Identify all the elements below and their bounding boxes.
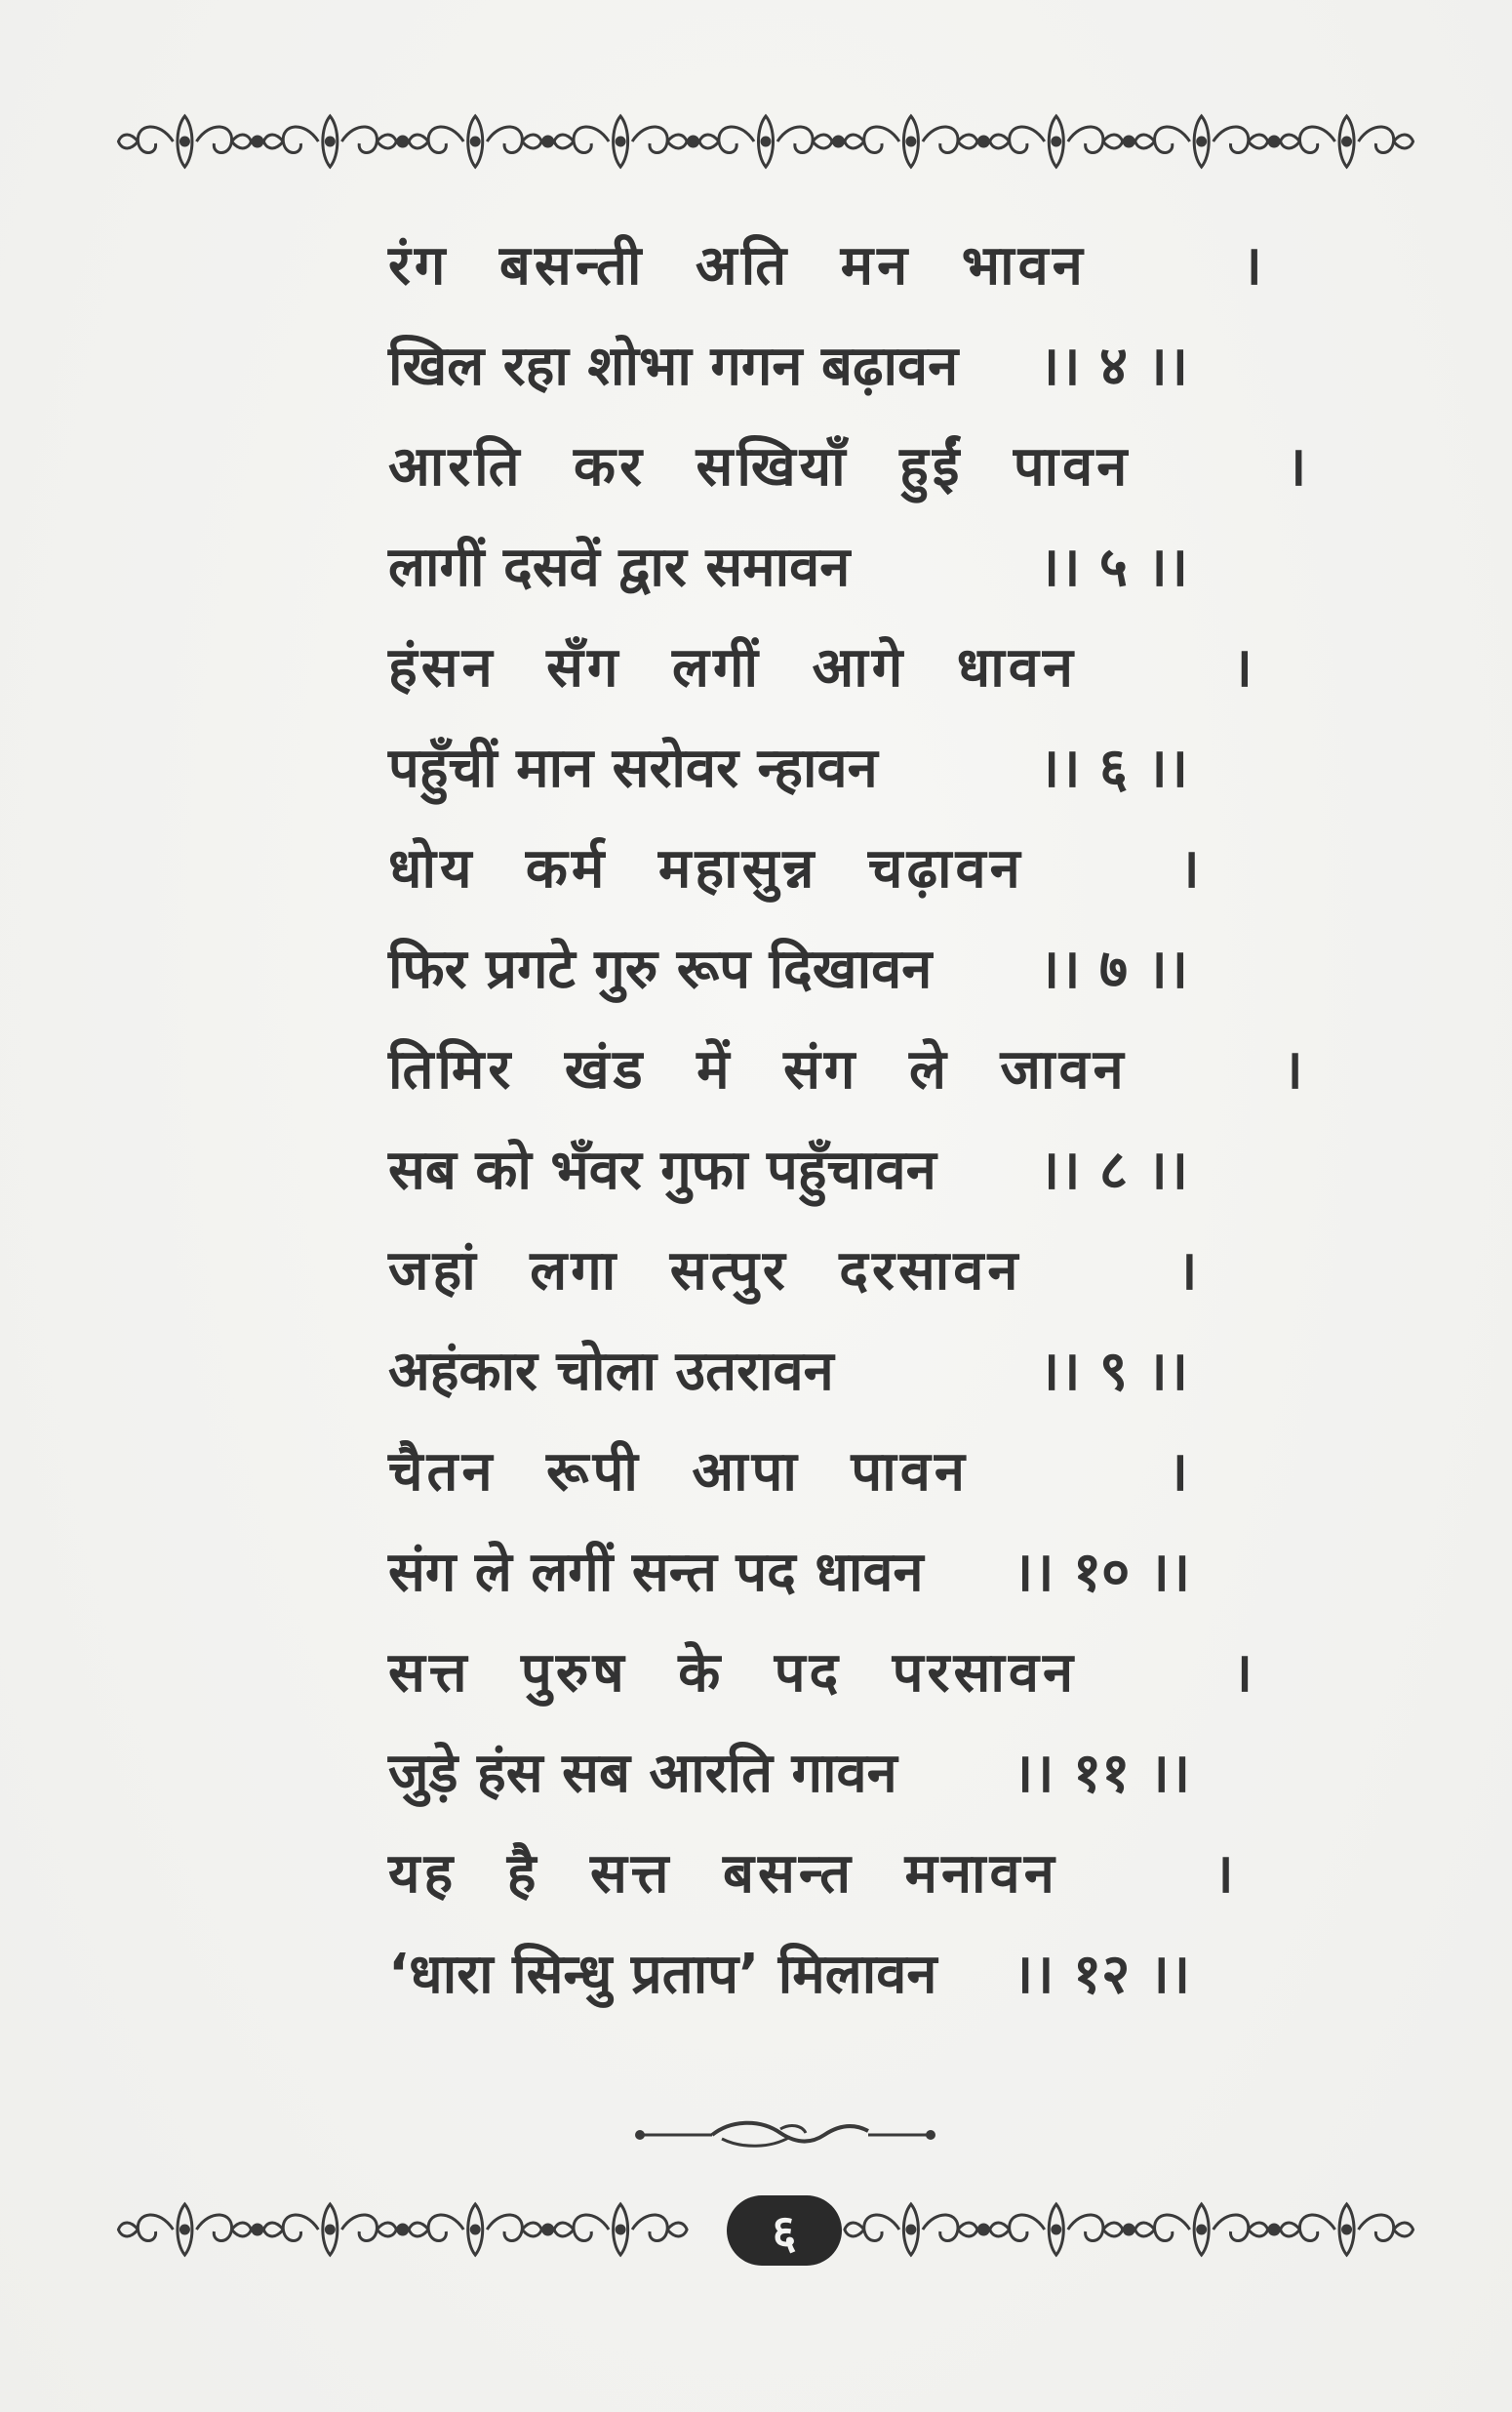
border-join-dot [1124, 137, 1134, 146]
floral-motif-stroke [1394, 2223, 1413, 2236]
floral-motif-stroke [719, 127, 754, 153]
floral-motif-stroke [667, 135, 687, 148]
floral-motif-stroke [231, 2223, 251, 2236]
verse-text: रंग बसन्ती अति मन भावन [388, 233, 1087, 298]
verse-line [388, 514, 1188, 615]
verse-text: सब को भँवर गुफा पहुँचावन [388, 1138, 936, 1202]
verse-line [388, 816, 1200, 916]
floral-motif-stroke [1359, 2215, 1394, 2241]
floral-motif-stroke [632, 127, 667, 153]
border-join-dot [833, 137, 843, 146]
floral-motif-stroke [138, 127, 173, 153]
verse-line [388, 1218, 1198, 1318]
floral-motif-stroke [1103, 2223, 1123, 2236]
floral-motif-stroke [1010, 2215, 1045, 2241]
floral-motif-stroke [845, 135, 864, 148]
floral-motif-dot [907, 2226, 915, 2233]
floral-motif-dot [471, 2226, 479, 2233]
verse-text: सत्त पुरुष के पद परसावन [388, 1640, 1078, 1705]
floral-motif-stroke [1249, 135, 1268, 148]
floral-motif-stroke [958, 135, 977, 148]
floral-motif-stroke [990, 2223, 1010, 2236]
verse-text: खिल रहा शोभा गगन बढ़ावन [388, 334, 959, 398]
floral-motif-stroke [1214, 2215, 1249, 2241]
floral-motif-stroke [1249, 2223, 1268, 2236]
floral-motif-stroke [1359, 127, 1394, 153]
floral-motif-stroke [667, 2223, 687, 2236]
verse-line [388, 1720, 1191, 1821]
floral-motif-stroke [864, 127, 899, 153]
verse-mark: ।। १० ।। [1013, 1540, 1191, 1604]
verse-mark: । [1167, 1439, 1188, 1504]
floral-motif-dot [1198, 138, 1206, 145]
border-join-dot [1269, 2225, 1279, 2234]
verse-text: संग ले लगीं सन्त पद धावन [388, 1540, 924, 1604]
verse-mark: ।। ४ ।। [1038, 334, 1188, 398]
floral-motif-dot [180, 2226, 188, 2233]
floral-motif-stroke [409, 135, 428, 148]
verse-mark: । [1231, 635, 1253, 700]
floral-motif-dot [1343, 138, 1351, 145]
page-number: ६ [772, 2204, 797, 2260]
floral-motif-dot [1198, 2226, 1206, 2233]
floral-motif-stroke [699, 135, 719, 148]
verse-text: चैतन रूपी आपा पावन [388, 1439, 969, 1504]
verse-mark: ।। ८ ।। [1038, 1138, 1188, 1202]
floral-motif-stroke [1155, 127, 1190, 153]
floral-motif-stroke [632, 2215, 667, 2241]
floral-motif-stroke [1103, 135, 1123, 148]
verse-line [388, 1419, 1188, 1519]
floral-motif-stroke [1281, 135, 1300, 148]
verse-mark: ।। ५ ।। [1038, 535, 1188, 599]
floral-motif-stroke [487, 2215, 522, 2241]
verse-line [388, 1519, 1191, 1620]
border-join-dot [253, 2225, 262, 2234]
floral-motif-dot [471, 138, 479, 145]
floral-motif-dot [762, 138, 770, 145]
verse-mark: । [1241, 233, 1262, 298]
verse-mark: । [1178, 836, 1200, 901]
border-join-dot [978, 2225, 988, 2234]
verse-text: आरति कर सखियाँ हुईं पावन [388, 434, 1132, 499]
floral-motif-stroke [1394, 135, 1413, 148]
floral-motif-stroke [341, 2215, 377, 2241]
verse-mark: । [1176, 1238, 1198, 1303]
verse-text: अहंकार चोला उतरावन [388, 1339, 834, 1403]
floral-motif-stroke [409, 2223, 428, 2236]
floral-motif-stroke [1068, 127, 1103, 153]
floral-motif-stroke [196, 2215, 231, 2241]
verse-mark: । [1286, 434, 1307, 499]
floral-motif-stroke [958, 2223, 977, 2236]
floral-motif-dot [326, 138, 334, 145]
floral-motif-stroke [1281, 2223, 1300, 2236]
border-join-dot [1269, 137, 1279, 146]
floral-motif-stroke [118, 2223, 138, 2236]
border-join-dot [543, 2225, 553, 2234]
floral-motif-stroke [522, 135, 541, 148]
verse-line [388, 1017, 1303, 1117]
floral-motif-stroke [864, 2215, 899, 2241]
floral-motif-stroke [231, 135, 251, 148]
border-join-dot [689, 137, 698, 146]
verse-line [388, 916, 1188, 1017]
floral-motif-stroke [283, 2215, 318, 2241]
floral-motif-dot [1343, 2226, 1351, 2233]
page-number-badge [727, 2195, 842, 2266]
verse-mark: ।। ६ ।। [1038, 736, 1188, 800]
floral-motif-stroke [283, 127, 318, 153]
verse-mark: । [1213, 1841, 1234, 1906]
floral-motif-stroke [1214, 127, 1249, 153]
floral-motif-stroke [428, 2215, 463, 2241]
floral-motif-stroke [1299, 2215, 1334, 2241]
floral-motif-stroke [1135, 135, 1155, 148]
verse-text: धोय कर्म महासुन्न चढ़ावन [388, 836, 1024, 901]
verse-line [388, 1821, 1234, 1921]
floral-motif-stroke [777, 127, 813, 153]
top-floral-border-icon [112, 98, 1419, 185]
floral-motif-stroke [845, 2223, 864, 2236]
verse-line [388, 1318, 1188, 1419]
floral-motif-dot [1053, 138, 1060, 145]
scroll-divider-icon [634, 2115, 936, 2154]
verse-mark: ।। ११ ।। [1013, 1741, 1191, 1805]
floral-motif-dot [326, 2226, 334, 2233]
verse-text: जुड़े हंस सब आरति गावन [388, 1741, 897, 1805]
verse-line [388, 1921, 1191, 2022]
verse-text: फिर प्रगटे गुरु रूप दिखावन [388, 937, 933, 1001]
verse-text: ‘धारा सिन्धु प्रताप’ मिलावन [388, 1942, 937, 2006]
verse-list [388, 213, 1307, 2022]
floral-motif-stroke [923, 2215, 958, 2241]
floral-motif-stroke [990, 135, 1010, 148]
verse-line [388, 414, 1307, 514]
verse-line [388, 213, 1262, 313]
floral-motif-dot [1053, 2226, 1060, 2233]
floral-motif-stroke [522, 2223, 541, 2236]
verse-text: यह है सत्त बसन्त मनावन [388, 1841, 1058, 1906]
border-join-dot [398, 2225, 408, 2234]
border-join-dot [543, 137, 553, 146]
floral-motif-stroke [1299, 127, 1334, 153]
verse-mark: ।। १२ ।। [1013, 1942, 1191, 2006]
floral-motif-stroke [554, 135, 574, 148]
floral-motif-stroke [1155, 2215, 1190, 2241]
floral-motif-stroke [377, 135, 396, 148]
floral-motif-stroke [1068, 2215, 1103, 2241]
border-join-dot [978, 137, 988, 146]
verse-mark: । [1231, 1640, 1253, 1705]
floral-motif-dot [617, 138, 624, 145]
floral-motif-stroke [574, 127, 609, 153]
border-join-dot [1124, 2225, 1134, 2234]
floral-motif-stroke [377, 2223, 396, 2236]
floral-motif-dot [907, 138, 915, 145]
floral-motif-stroke [923, 127, 958, 153]
floral-motif-stroke [1135, 2223, 1155, 2236]
verse-line [388, 715, 1188, 816]
floral-motif-stroke [196, 127, 231, 153]
verse-mark: । [1282, 1037, 1303, 1102]
floral-motif-stroke [554, 2223, 574, 2236]
verse-text: हंसन सँग लगीं आगे धावन [388, 635, 1077, 700]
verse-text: पहुँचीं मान सरोवर न्हावन [388, 736, 878, 800]
floral-motif-dot [180, 138, 188, 145]
verse-line [388, 313, 1188, 414]
floral-motif-stroke [487, 127, 522, 153]
floral-motif-stroke [263, 2223, 283, 2236]
floral-motif-stroke [138, 2215, 173, 2241]
border-join-dot [253, 137, 262, 146]
floral-motif-dot [617, 2226, 624, 2233]
verse-text: जहां लगा सत्पुर दरसावन [388, 1238, 1022, 1303]
verse-line [388, 1620, 1253, 1720]
border-join-dot [398, 137, 408, 146]
floral-motif-stroke [341, 127, 377, 153]
verse-mark: ।। ७ ।। [1038, 937, 1188, 1001]
floral-motif-stroke [813, 135, 832, 148]
verse-text: लागीं दसवें द्वार समावन [388, 535, 851, 599]
verse-line [388, 1117, 1188, 1218]
verse-text: तिमिर खंड में संग ले जावन [388, 1037, 1128, 1102]
verse-line [388, 615, 1253, 715]
floral-motif-stroke [574, 2215, 609, 2241]
floral-motif-stroke [1010, 127, 1045, 153]
verse-mark: ।। ९ ।। [1038, 1339, 1188, 1403]
floral-motif-stroke [263, 135, 283, 148]
floral-motif-stroke [118, 135, 138, 148]
floral-motif-stroke [428, 127, 463, 153]
